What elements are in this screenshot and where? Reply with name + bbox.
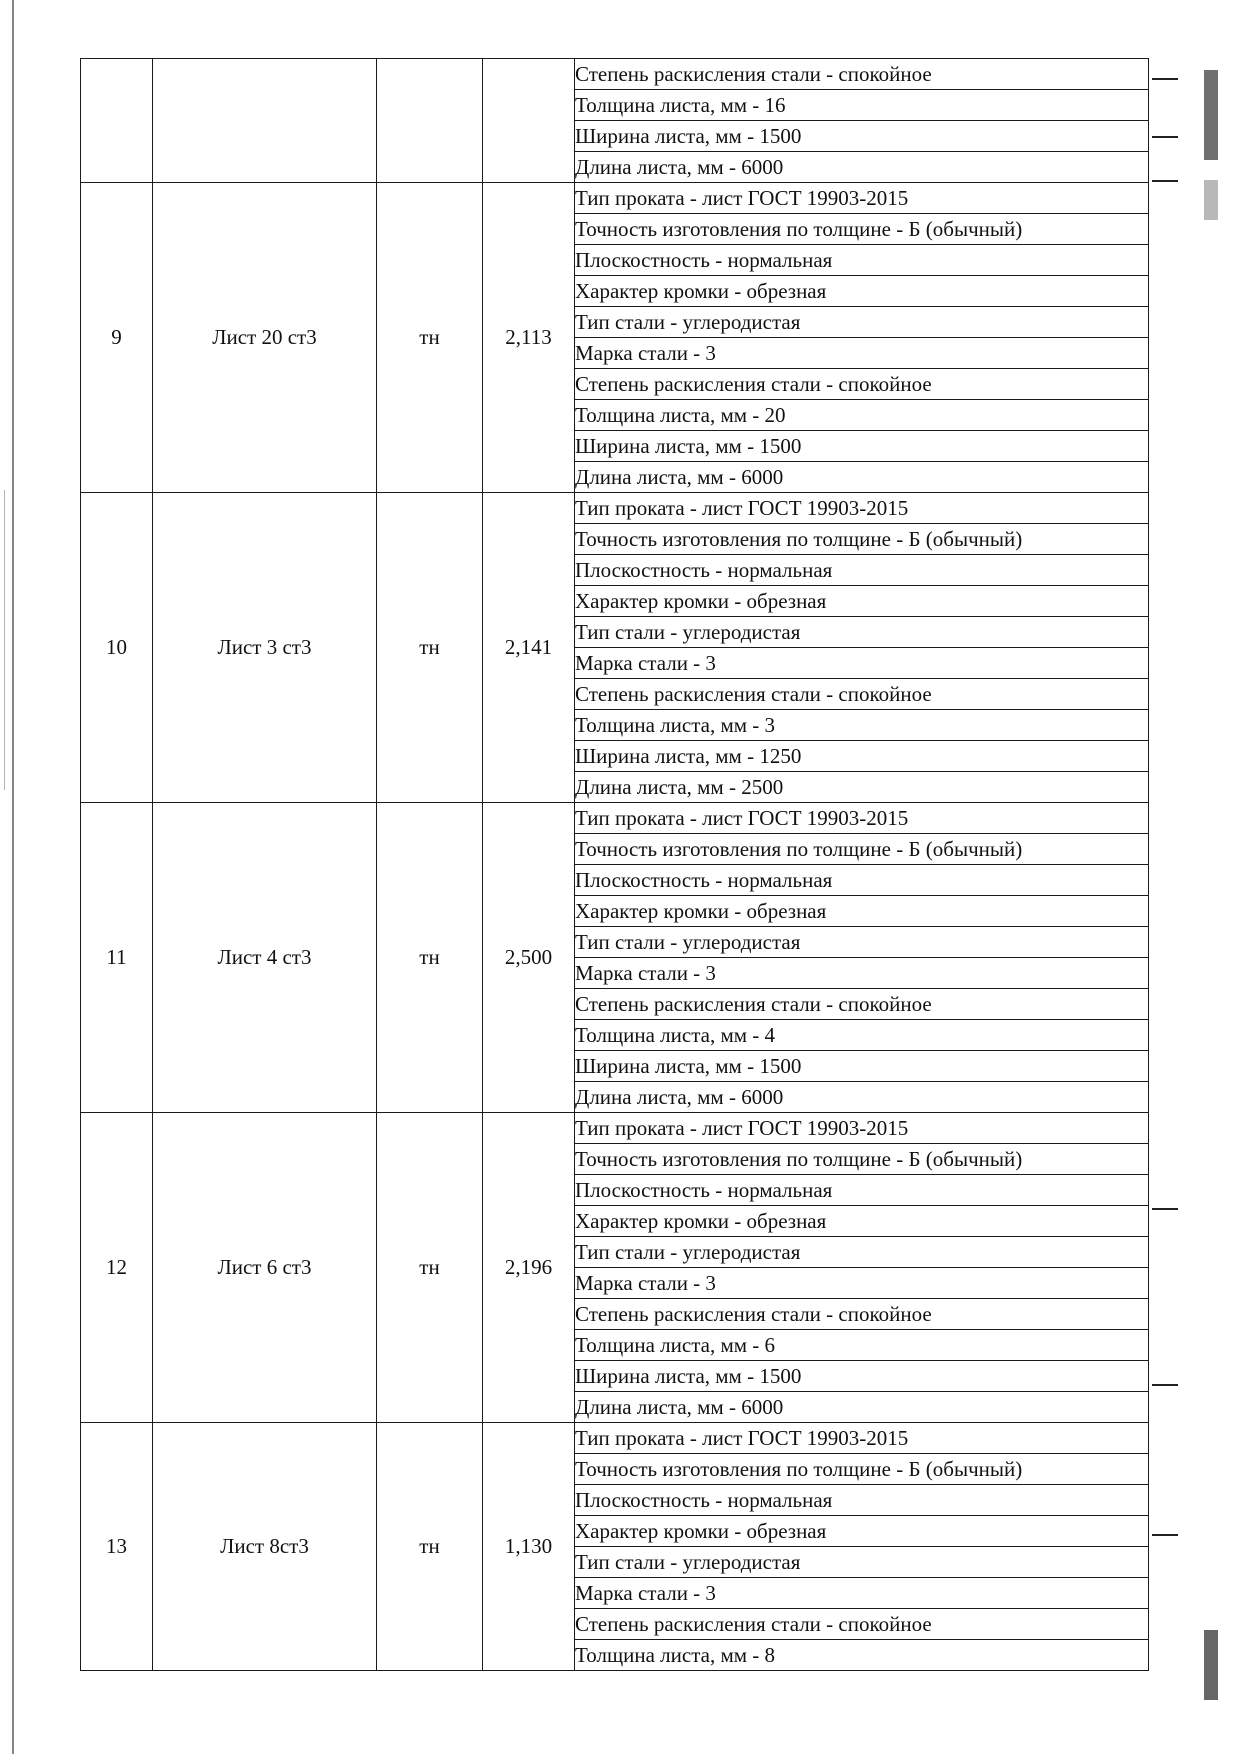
property-cell: Тип проката - лист ГОСТ 19903-2015 — [575, 803, 1149, 834]
property-cell: Толщина листа, мм - 3 — [575, 710, 1149, 741]
item-number-cell: 12 — [81, 1113, 153, 1423]
property-cell: Марка стали - 3 — [575, 958, 1149, 989]
property-cell: Степень раскисления стали - спокойное — [575, 1299, 1149, 1330]
property-cell: Плоскостность - нормальная — [575, 555, 1149, 586]
property-cell: Точность изготовления по толщине - Б (обычный) — [575, 214, 1149, 245]
scan-margin-marks — [1204, 70, 1220, 1720]
property-cell: Ширина листа, мм - 1250 — [575, 741, 1149, 772]
table-row — [81, 59, 1149, 90]
table-row — [81, 803, 1149, 834]
property-cell: Точность изготовления по толщине - Б (обычный) — [575, 1144, 1149, 1175]
item-number-cell: 13 — [81, 1423, 153, 1671]
property-cell: Толщина листа, мм - 20 — [575, 400, 1149, 431]
table-row — [81, 1113, 1149, 1144]
property-cell: Марка стали - 3 — [575, 1268, 1149, 1299]
property-cell: Тип стали - углеродистая — [575, 617, 1149, 648]
item-name-cell — [153, 59, 377, 183]
item-unit-cell: тн — [377, 183, 483, 493]
property-cell: Тип стали - углеродистая — [575, 1547, 1149, 1578]
property-cell: Характер кромки - обрезная — [575, 1206, 1149, 1237]
property-cell: Точность изготовления по толщине - Б (обычный) — [575, 1454, 1149, 1485]
item-number-cell: 9 — [81, 183, 153, 493]
item-unit-cell: тн — [377, 1423, 483, 1671]
item-name-cell: Лист 8ст3 — [153, 1423, 377, 1671]
property-cell: Степень раскисления стали - спокойное — [575, 679, 1149, 710]
property-cell: Тип проката - лист ГОСТ 19903-2015 — [575, 1113, 1149, 1144]
property-cell: Ширина листа, мм - 1500 — [575, 121, 1149, 152]
item-unit-cell — [377, 59, 483, 183]
item-unit-cell: тн — [377, 1113, 483, 1423]
property-cell: Тип стали - углеродистая — [575, 1237, 1149, 1268]
property-cell: Степень раскисления стали - спокойное — [575, 1609, 1149, 1640]
property-cell: Ширина листа, мм - 1500 — [575, 1361, 1149, 1392]
property-cell: Плоскостность - нормальная — [575, 865, 1149, 896]
table-row — [81, 493, 1149, 524]
item-quantity-cell: 2,500 — [483, 803, 575, 1113]
property-cell: Плоскостность - нормальная — [575, 1175, 1149, 1206]
item-number-cell — [81, 59, 153, 183]
specification-table-body — [81, 59, 1149, 1671]
property-cell: Толщина листа, мм - 8 — [575, 1640, 1149, 1671]
table-row — [81, 183, 1149, 214]
property-cell: Точность изготовления по толщине - Б (обычный) — [575, 524, 1149, 555]
property-cell: Характер кромки - обрезная — [575, 586, 1149, 617]
property-cell: Марка стали - 3 — [575, 1578, 1149, 1609]
property-cell: Марка стали - 3 — [575, 648, 1149, 679]
item-number-cell: 10 — [81, 493, 153, 803]
property-cell: Ширина листа, мм - 1500 — [575, 431, 1149, 462]
item-name-cell: Лист 20 ст3 — [153, 183, 377, 493]
property-cell: Длина листа, мм - 2500 — [575, 772, 1149, 803]
item-quantity-cell — [483, 59, 575, 183]
item-quantity-cell: 2,113 — [483, 183, 575, 493]
scan-edge-line-secondary — [4, 490, 5, 790]
property-cell: Тип стали - углеродистая — [575, 927, 1149, 958]
property-cell: Степень раскисления стали - спокойное — [575, 59, 1149, 90]
item-unit-cell: тн — [377, 803, 483, 1113]
property-cell: Степень раскисления стали - спокойное — [575, 369, 1149, 400]
item-unit-cell: тн — [377, 493, 483, 803]
property-cell: Тип проката - лист ГОСТ 19903-2015 — [575, 493, 1149, 524]
property-cell: Характер кромки - обрезная — [575, 276, 1149, 307]
property-cell: Толщина листа, мм - 4 — [575, 1020, 1149, 1051]
property-cell: Характер кромки - обрезная — [575, 1516, 1149, 1547]
specification-table — [80, 58, 1149, 1671]
property-cell: Длина листа, мм - 6000 — [575, 1082, 1149, 1113]
item-name-cell: Лист 6 ст3 — [153, 1113, 377, 1423]
property-cell: Плоскостность - нормальная — [575, 1485, 1149, 1516]
table-row — [81, 1423, 1149, 1454]
property-cell: Тип проката - лист ГОСТ 19903-2015 — [575, 1423, 1149, 1454]
property-cell: Ширина листа, мм - 1500 — [575, 1051, 1149, 1082]
property-cell: Характер кромки - обрезная — [575, 896, 1149, 927]
item-quantity-cell: 2,141 — [483, 493, 575, 803]
property-cell: Длина листа, мм - 6000 — [575, 462, 1149, 493]
property-cell: Длина листа, мм - 6000 — [575, 1392, 1149, 1423]
property-cell: Тип стали - углеродистая — [575, 307, 1149, 338]
property-cell: Тип проката - лист ГОСТ 19903-2015 — [575, 183, 1149, 214]
property-cell: Толщина листа, мм - 6 — [575, 1330, 1149, 1361]
item-name-cell: Лист 3 ст3 — [153, 493, 377, 803]
item-number-cell: 11 — [81, 803, 153, 1113]
property-cell: Толщина листа, мм - 16 — [575, 90, 1149, 121]
property-cell: Плоскостность - нормальная — [575, 245, 1149, 276]
property-cell: Степень раскисления стали - спокойное — [575, 989, 1149, 1020]
item-quantity-cell: 2,196 — [483, 1113, 575, 1423]
property-cell: Марка стали - 3 — [575, 338, 1149, 369]
scan-edge-line — [12, 0, 14, 1754]
item-name-cell: Лист 4 ст3 — [153, 803, 377, 1113]
property-cell: Точность изготовления по толщине - Б (обычный) — [575, 834, 1149, 865]
item-quantity-cell: 1,130 — [483, 1423, 575, 1671]
property-cell: Длина листа, мм - 6000 — [575, 152, 1149, 183]
